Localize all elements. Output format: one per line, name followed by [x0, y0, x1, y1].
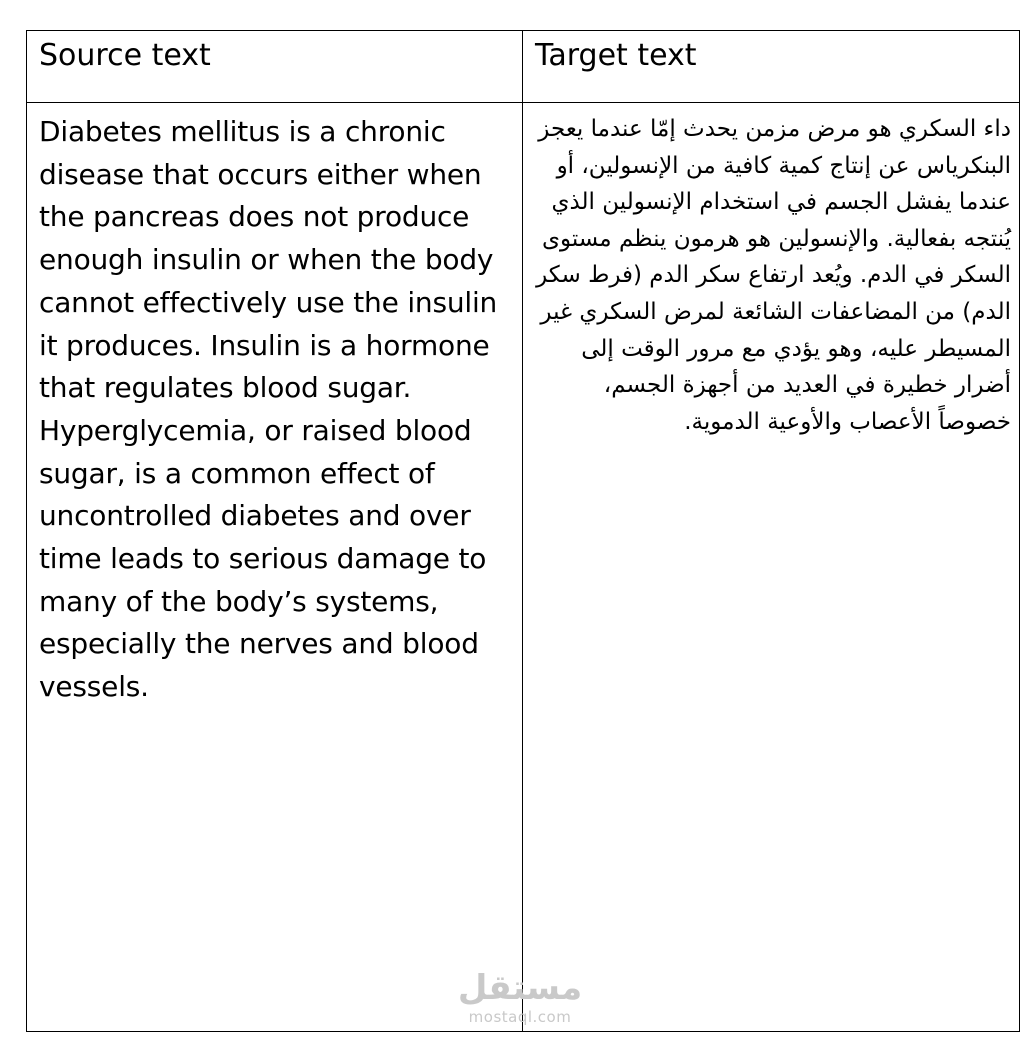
- source-text-header: Source text: [39, 38, 211, 73]
- target-text-header: Target text: [535, 38, 697, 73]
- translation-table: [26, 30, 1020, 1032]
- column-divider: [522, 31, 523, 1031]
- watermark-logo: مستقل: [457, 968, 583, 1008]
- target-text-cell: داء السكري هو مرض مزمن يحدث إمّا عندما يعجز البنكرياس عن إنتاج كمية كافية من الإنسولين، أو عندما يفشل الجسم في استخدام الإنسولين الذي يُنتجه بفعالية. والإنسولين هو هرمون ينظم مستوى السكر في الدم. ويُعد ارتفاع سكر الدم (فرط سكر الدم) من المضاعفات الشائعة لمرض السكري غير المسيطر عليه، وهو يؤدي مع مرور الوقت إلى أضرار خطيرة في العديد من أجهزة الجسم، خصوصاً الأعصاب والأوعية الدموية.: [536, 116, 1011, 435]
- watermark-domain: mostaql.com: [468, 1008, 572, 1026]
- source-text-cell: Diabetes mellitus is a chronic disease that occurs either when the pancreas does not produce enough insulin or when the body cannot effectively use the insulin it produces. Insulin is a hormone that regulates blood sugar. Hyperglycemia, or raised blood sugar, is a common effect of uncontrolled diabetes and over time leads to serious damage to many of the body’s systems, especially the nerves and blood vessels.: [39, 115, 498, 704]
- header-divider: [27, 102, 1019, 103]
